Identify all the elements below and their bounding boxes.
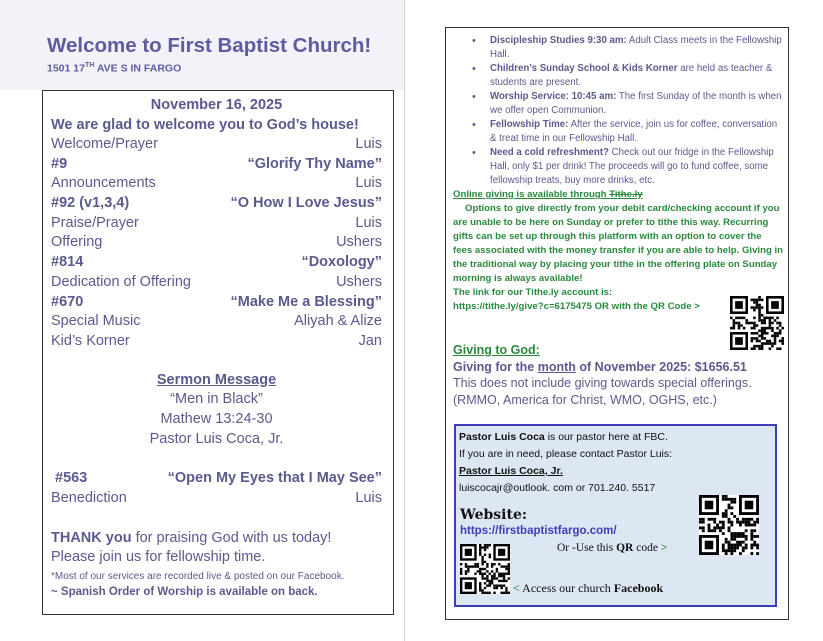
order-item-leader: “Doxology” <box>301 254 382 271</box>
order-item-label: Welcome/Prayer <box>51 136 158 152</box>
pastor-email-phone: luiscocajr@outlook. com or 701.240. 5517 <box>459 482 656 494</box>
order-item <box>51 293 382 313</box>
order-item-leader: Jan <box>358 332 382 349</box>
giving-to-god <box>453 342 783 408</box>
order-item <box>51 174 382 194</box>
order-item-leader: Luis <box>355 136 382 152</box>
website-label: Website: <box>460 507 528 523</box>
online-giving-body: Options to give directly from your debit card/checking account if you are unable to be here on Sunday or prefer to tithe this way. Recurring gifts can be set up through this platform with an option to cover the fees associated with the money transfer if you are able to help. Giving in the traditional way by placing your tithe in the offering plate on Sunday morning is always available! <box>453 203 784 284</box>
order-item-leader: Ushers <box>336 234 382 251</box>
announcement-item: • Children’s Sunday School & Kids Korner are held as teacher & students are present. <box>472 62 784 90</box>
announcement-item: • Fellowship Time: After the service, join us for coffee, conversation & treat time in our Fellowship Hall. <box>472 118 784 146</box>
facebook-qr-code[interactable] <box>460 544 510 594</box>
announcement-item: • Need a cold refreshment? Check out our fridge in the Fellowship Hall, only $1 per drink! The proceeds will go to fund coffee, some fellowship treats, buy more drinks, etc. <box>472 146 784 188</box>
giving-to-god-heading: Giving to God: <box>453 343 540 357</box>
sermon-speaker: Pastor Luis Coca, Jr. <box>149 430 284 447</box>
order-item-label: #814 <box>51 254 84 271</box>
order-item-label: Dedication of Offering <box>51 273 191 290</box>
order-item-label: #670 <box>51 293 84 310</box>
order-items <box>51 135 382 352</box>
online-giving-heading: Online giving is available through Tithe.ly <box>453 189 643 200</box>
order-item <box>51 332 382 352</box>
website-qr-code[interactable] <box>699 495 759 555</box>
order-item-label: Announcements <box>51 175 156 192</box>
info-box <box>445 27 789 620</box>
church-title: Welcome to First Baptist Church! <box>47 34 372 57</box>
sermon-heading: Sermon Message <box>156 371 277 388</box>
spanish-note: ~ Spanish Order of Worship is available on back. <box>51 585 318 598</box>
sermon-title: “Men in Black” <box>170 391 263 408</box>
announcement-item: • Worship Service: 10:45 am: The first Sunday of the month is when we offer open Communion. <box>472 90 784 118</box>
announcements-list <box>472 34 784 188</box>
order-item <box>51 194 382 214</box>
order-item <box>51 312 382 332</box>
order-item-label: Kid’s Korner <box>51 332 130 349</box>
pastor-contact-box <box>454 424 777 607</box>
website-url[interactable]: https://firstbaptistfargo.com/ <box>460 525 617 537</box>
order-item <box>51 253 382 273</box>
order-item-label: #9 <box>51 155 68 172</box>
announcement-item: • Discipleship Studies 9:30 am: Adult Class meets in the Fellowship Hall. <box>472 34 784 62</box>
recorded-note: *Most of our services are recorded live & posted on our Facebook. <box>51 570 345 582</box>
order-item <box>51 135 382 155</box>
order-item-label: Praise/Prayer <box>51 214 139 231</box>
facebook-line: < Access our church Facebook <box>513 581 664 595</box>
order-item <box>51 155 382 175</box>
giving-total: Giving for the month of November 2025: $1656.51 <box>453 359 747 374</box>
sermon-scripture: Mathew 13:24-30 <box>160 410 273 427</box>
order-item-leader: Luis <box>355 214 382 231</box>
pastor-contact-text: Pastor Luis Coca is our pastor here at FBC. If you are in need, please contact Pastor Luis: Pastor Luis Coca, Jr. luiscocajr@outlook. com or 701.240. 5517 <box>459 429 672 497</box>
tithely-link-label: The link for our Tithe.ly account is: <box>453 287 613 298</box>
giving-note: This does not include giving towards special offerings. (RMMO, America for Christ, WMO, OGHS, etc.) <box>453 376 752 407</box>
closing-hymn: #563 “Open My Eyes that I May See” <box>55 470 382 487</box>
order-of-worship-box <box>42 90 394 615</box>
order-item-leader: Luis <box>355 175 382 192</box>
order-item <box>51 273 382 293</box>
church-address: 1501 17TH AVE S IN FARGO <box>47 62 182 75</box>
service-date: November 16, 2025 <box>150 97 283 113</box>
order-item-label: Offering <box>51 234 103 251</box>
order-item-label: #92 (v1,3,4) <box>51 195 130 212</box>
order-item-leader: Ushers <box>336 273 382 290</box>
order-item-leader: “Glorify Thy Name” <box>247 155 382 172</box>
tithely-link[interactable]: https://tithe.ly/give?c=6175475 OR with the QR Code > <box>453 301 700 312</box>
order-item-leader: “O How I Love Jesus” <box>230 195 382 212</box>
welcome-line: We are glad to welcome you to God’s house! <box>51 117 359 133</box>
order-item <box>51 214 382 234</box>
use-qr-text: Or -Use this QR code > <box>557 542 668 554</box>
fellowship-invite: Please join us for fellowship time. <box>51 549 266 566</box>
benediction: Benediction Luis <box>51 490 382 507</box>
order-item <box>51 233 382 253</box>
thanks-message: THANK you for praising God with us today! <box>51 529 332 546</box>
order-item-leader: “Make Me a Blessing” <box>230 293 382 310</box>
order-item-label: Special Music <box>51 313 141 330</box>
order-item-leader: Aliyah & Alize <box>294 313 382 330</box>
